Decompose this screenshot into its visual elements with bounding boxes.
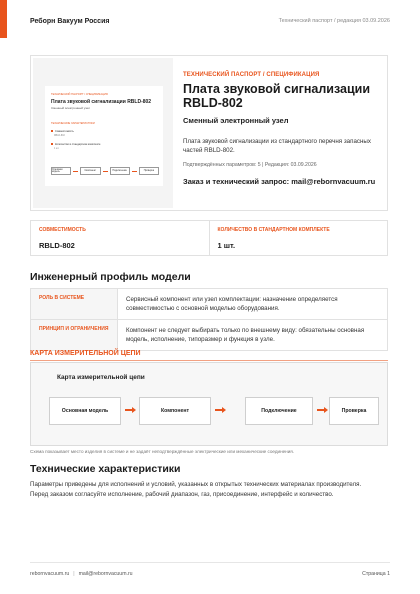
document-meta: Технический паспорт / редакция 03.09.2026 — [278, 18, 390, 24]
preview-row: Совместимость — [51, 130, 74, 133]
chain-node-check: Проверка — [329, 397, 379, 425]
footer-contacts — [30, 571, 133, 577]
page-number: Страница 1 — [362, 571, 390, 577]
footer-site-link[interactable]: rebornvacuum.ru — [30, 571, 70, 577]
arrow-right-icon — [103, 171, 108, 172]
footer-email-link[interactable]: mail@rebornvacuum.ru — [78, 571, 133, 577]
preview-document — [45, 86, 163, 186]
spec-label: СОВМЕСТИМОСТЬ — [39, 227, 86, 233]
chain-caption: Схема показывает место изделия в системе и не задаёт неподтверждённые электрические или механические соединения. — [30, 449, 295, 454]
spec-quantity — [209, 221, 388, 255]
row-label: РОЛЬ В СИСТЕМЕ — [31, 289, 117, 319]
footer-separator: | — [73, 571, 75, 577]
chain-diagram — [30, 362, 388, 446]
chain-section-heading: КАРТА ИЗМЕРИТЕЛЬНОЙ ЦЕПИ — [30, 350, 141, 357]
chain-title: Карта измерительной цепи — [57, 374, 145, 381]
preview-section: ТЕХНИЧЕСКИЕ ХАРАКТЕРИСТИКИ — [51, 122, 95, 125]
preview-row: Количество в стандартном комплекте — [51, 143, 101, 146]
spec-value: RBLD-802 — [39, 241, 75, 250]
profile-table — [30, 288, 388, 351]
spec-label: КОЛИЧЕСТВО В СТАНДАРТНОМ КОМПЛЕКТЕ — [217, 227, 330, 233]
preview-node: Подключение — [110, 167, 130, 175]
spec-value: 1 шт. — [217, 241, 236, 250]
preview-row-value: RBLD-802 — [54, 135, 65, 137]
arrow-right-icon — [132, 171, 137, 172]
preview-node: Основная модель — [51, 167, 71, 175]
contact-email[interactable]: Заказ и технический запрос: mail@rebornvacuum.ru — [183, 177, 376, 186]
accent-bar — [0, 0, 7, 38]
spec-strip — [30, 220, 388, 256]
bullet-icon — [51, 143, 53, 145]
hero-card — [30, 55, 388, 211]
section-divider — [30, 360, 388, 361]
preview-row-value: 1 шт. — [54, 148, 60, 150]
profile-heading: Инженерный профиль модели — [30, 271, 191, 283]
arrow-right-icon — [317, 409, 325, 411]
hero-description: Плата звуковой сигнализации из стандартного перечня запасных частей RBLD-802. — [183, 138, 371, 154]
product-preview-image — [33, 58, 173, 208]
page-title: Плата звуковой сигнализации RBLD-802 — [183, 82, 371, 110]
table-row — [31, 289, 387, 319]
arrow-right-icon — [215, 409, 223, 411]
footer-divider — [30, 562, 390, 563]
preview-title: Плата звуковой сигнализации RBLD-802 — [51, 99, 152, 105]
page-header — [30, 14, 390, 28]
chain-node-component: Компонент — [139, 397, 211, 425]
tech-text: Параметры приведены для исполнений и условий, указанных в открытых технических материалах производителя. Перед заказом согласуйте исполнение, рабочий диапазон, газ, присоединение, интерфейс и количество. — [30, 481, 362, 498]
table-row — [31, 319, 387, 350]
chain-node-main-model: Основная модель — [49, 397, 121, 425]
row-label: ПРИНЦИП И ОГРАНИЧЕНИЯ — [31, 320, 117, 350]
chain-node-connection: Подключение — [245, 397, 313, 425]
preview-subtitle: Сменный электронный узел — [51, 106, 90, 110]
preview-node: Компонент — [80, 167, 100, 175]
hero-params: Подтверждённых параметров: 5 | Редакция: 03.09.2026 — [183, 162, 317, 168]
brand-name: Реборн Вакуум Россия — [30, 17, 110, 25]
arrow-right-icon — [125, 409, 133, 411]
arrow-right-icon — [73, 171, 78, 172]
preview-kicker: ТЕХНИЧЕСКИЙ ПАСПОРТ / СПЕЦИФИКАЦИЯ — [51, 93, 108, 96]
hero-info — [183, 72, 383, 186]
preview-node: Проверка — [139, 167, 159, 175]
bullet-icon — [51, 130, 53, 132]
spec-compatibility — [31, 221, 209, 255]
hero-subtitle: Сменный электронный узел — [183, 116, 289, 125]
tech-heading: Технические характеристики — [30, 463, 181, 475]
row-text: Сервисный компонент или узел комплектации: назначение определяется совместимостью с основной моделью оборудования. — [117, 289, 387, 319]
preview-flow — [51, 165, 159, 177]
row-text: Компонент не следует выбирать только по внешнему виду: обязательны основная модель, исполнение, типоразмер и функция в узле. — [117, 320, 387, 350]
page-footer — [30, 571, 390, 577]
hero-kicker: ТЕХНИЧЕСКИЙ ПАСПОРТ / СПЕЦИФИКАЦИЯ — [183, 72, 320, 78]
